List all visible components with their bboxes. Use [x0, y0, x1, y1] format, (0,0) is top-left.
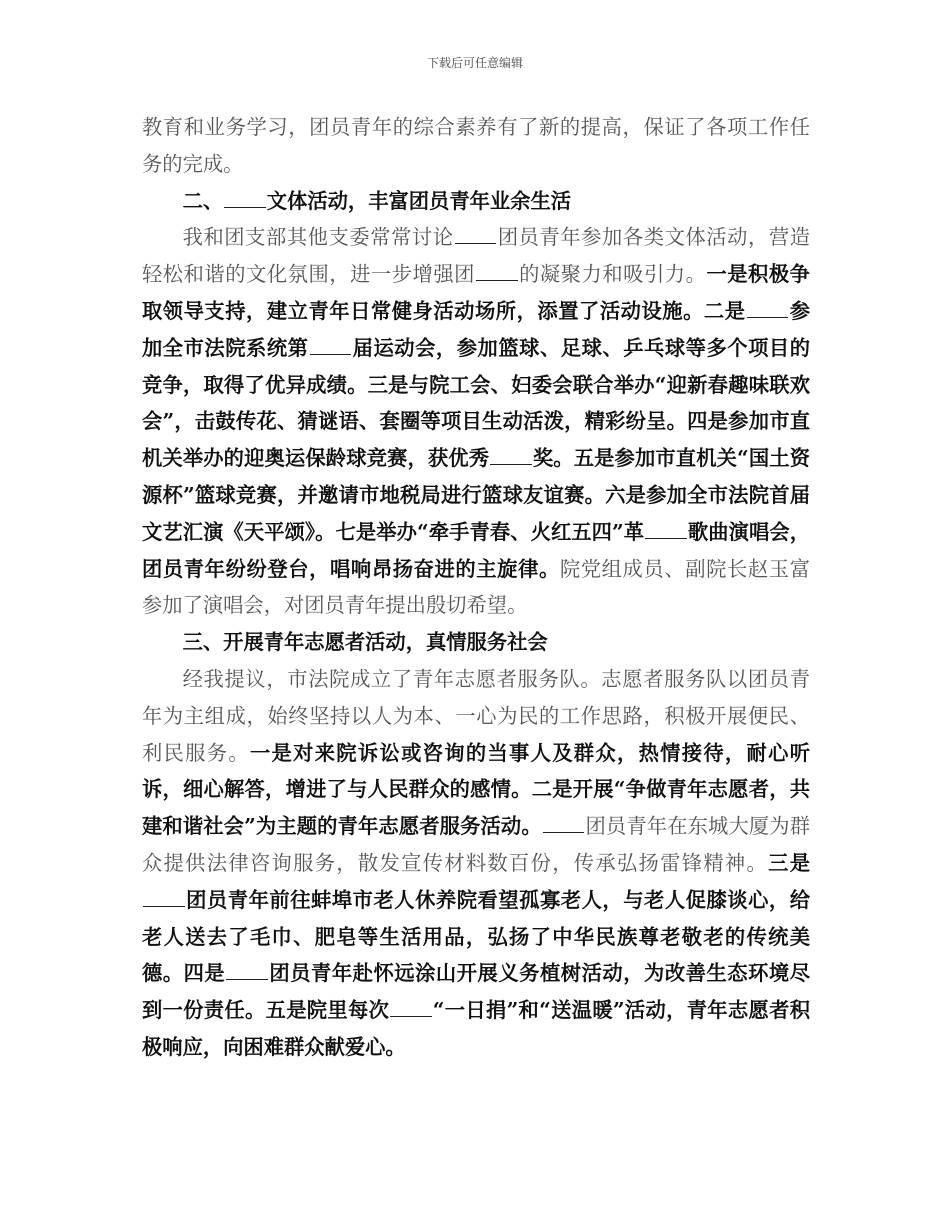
fill-blank: [455, 225, 497, 244]
paragraph-3-text-7: “一日捐”和“送温暖”活动，青年志愿者积极响应，向困难群众献爱心。: [142, 998, 810, 1059]
paragraph-3-text-2: 一是对来院诉讼或咨询的当事人及群众，热情接待，耐心听诉，细心解答，增进了与人民群众的感情。二是开展“争做青年志愿者，共建和谐社会”为主题的青年志愿者服务活动。: [142, 740, 810, 839]
paragraph-2-text-7: 奖。五是参加市直机关“国土资源杯”篮球竞赛，并邀请市地税局进行篮球友谊赛。六是参加全市法院首届文艺汇演《天平颂》。七是举办“牵手青春、火红五四”革: [142, 446, 810, 544]
fill-blank: [490, 446, 532, 465]
document-body: [142, 109, 810, 1066]
section-heading-3: [142, 624, 810, 661]
paragraph-3-text-4: 三是: [768, 850, 810, 875]
fill-blank: [645, 520, 687, 539]
paragraph-3-text-3: 团员青年在东城大厦为群众提供法律咨询服务，散发宣传材料数百份，传承弘扬雷锋精神。: [142, 814, 810, 875]
paragraph-1-text: 教育和业务学习，团员青年的综合素养有了新的提高，保证了各项工作任务的完成。: [142, 115, 810, 176]
paragraph-2-text-4: 一是积极争取领导支持，建立青年日常健身活动场所，添置了活动设施。二是: [142, 262, 810, 323]
section-heading-3-title: 三、开展青年志愿者活动，真情服务社会: [182, 630, 548, 655]
paragraph-2-text-5: 参加全市法院系统第: [142, 298, 810, 360]
fill-blank: [143, 887, 185, 906]
section-heading-2-title: 文体活动，丰富团员青年业余生活: [266, 188, 572, 213]
page-header: 下载后可任意编辑: [426, 56, 523, 70]
paragraph-1: [142, 109, 810, 183]
paragraph-2-text-2: 团员青年参加各类文体活动，营造轻松和谐的文化氛围，进一步增强团: [142, 225, 810, 287]
paragraph-3-text-1: 经我提议，市法院成立了青年志愿者服务队。志愿者服务队以团员青年为主组成，始终坚持以人为本、一心为民的工作思路，积极开展便民、利民服务。: [142, 666, 810, 765]
fill-blank: [310, 336, 352, 355]
paragraph-2-text-6: 届运动会，参加篮球、足球、乒乓球等多个项目的竞争，取得了优异成绩。三是与院工会、妇委会联合举办“迎新春趣味联欢会”，击鼓传花、猜谜语、套圈等项目生动活泼，精彩纷呈。四是参加市直机关举办的迎奥运保龄球竞赛，获优秀: [142, 335, 810, 471]
fill-blank: [543, 814, 585, 833]
paragraph-2: [142, 219, 810, 624]
paragraph-3-text-6: 团员青年赴怀远涂山开展义务植树活动，为改善生态环境尽到一份责任。五是院里每次: [142, 961, 810, 1023]
fill-blank: [747, 299, 789, 318]
section-heading-2: [142, 183, 810, 220]
fill-blank: [226, 961, 268, 980]
paragraph-2-text-1: 我和团支部其他支委常常讨论: [182, 225, 454, 250]
fill-blank: [390, 998, 432, 1017]
paragraph-2-text-8: 歌曲演唱会，团员青年纷纷登台，唱响昂扬奋进的主旋律。: [142, 519, 810, 581]
fill-blank: [476, 262, 518, 281]
paragraph-3-text-5: 团员青年前往蚌埠市老人休养院看望孤寡老人，与老人促膝谈心，给老人送去了毛巾、肥皂等生活用品，弘扬了中华民族尊老敬老的传统美德。四是: [142, 887, 810, 986]
paragraph-2-text-9: 院党组成员、副院长赵玉富参加了演唱会，对团员青年提出殷切希望。: [142, 556, 810, 618]
fill-blank: [224, 188, 266, 207]
section-heading-2-number: 二、: [182, 188, 224, 213]
paragraph-2-text-3: 的凝聚力和吸引力。: [518, 262, 707, 287]
paragraph-3: [142, 661, 810, 1066]
